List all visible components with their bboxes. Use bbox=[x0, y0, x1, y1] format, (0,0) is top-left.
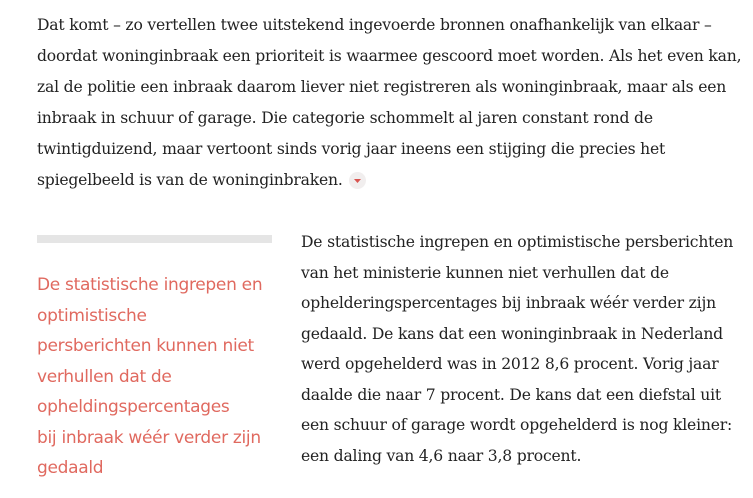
paragraph-line-text: spiegelbeeld is van de woninginbraken. bbox=[37, 171, 343, 189]
paragraph-line: doordat woninginbraak een prioriteit is waarmee gescoord moet worden. Als het even kan, bbox=[37, 47, 742, 65]
paragraph-line: een daling van 4,6 naar 3,8 procent. bbox=[301, 446, 582, 465]
pull-quote-line: opheldingspercentages bbox=[37, 397, 230, 417]
paragraph-line: zal de politie een inbraak daarom liever niet registreren als woninginbraak, maar als een bbox=[37, 78, 727, 96]
paragraph-line: van het ministerie kunnen niet verhullen dat de bbox=[301, 263, 669, 282]
paragraph-line: De statistische ingrepen en optimistische persberichten bbox=[301, 233, 734, 251]
paragraph-line: gedaald. De kans dat een woninginbraak in Nederland bbox=[301, 324, 723, 343]
pull-quote bbox=[37, 270, 287, 484]
paragraph-line: twintigduizend, maar vertoont sinds vorig jaar ineens een stijging die precies het bbox=[37, 140, 666, 158]
paragraph-line: een schuur of garage wordt opgehelderd is nog kleiner: bbox=[301, 416, 733, 434]
pull-quote-rule bbox=[37, 235, 272, 243]
paragraph-line: Dat komt – zo vertellen twee uitstekend ingevoerde bronnen onafhankelijk van elkaar – bbox=[37, 16, 712, 34]
pull-quote-line: optimistische bbox=[37, 305, 147, 326]
paragraph-line: ophelderingspercentages bij inbraak wéér verder zijn bbox=[301, 294, 716, 312]
article-paragraph-2 bbox=[301, 227, 734, 471]
pull-quote-line: persberichten kunnen niet bbox=[37, 336, 254, 356]
chevron-down-icon bbox=[349, 172, 366, 189]
pull-quote-line: verhullen dat de bbox=[37, 366, 172, 387]
pull-quote-line: De statistische ingrepen en bbox=[37, 275, 263, 295]
paragraph-line: daalde die naar 7 procent. De kans dat een diefstal uit bbox=[301, 385, 721, 404]
paragraph-line: inbraak in schuur of garage. Die categorie schommelt al jaren constant rond de bbox=[37, 109, 653, 127]
pull-quote-line: gedaald bbox=[37, 458, 104, 478]
paragraph-last-line bbox=[37, 165, 727, 196]
paragraph-line: werd opgehelderd was in 2012 8,6 procent. Vorig jaar bbox=[301, 355, 719, 373]
footnote-toggle-button[interactable] bbox=[349, 172, 366, 189]
pull-quote-line: bij inbraak wéér verder zijn bbox=[37, 427, 261, 448]
article-paragraph-1 bbox=[37, 10, 742, 196]
